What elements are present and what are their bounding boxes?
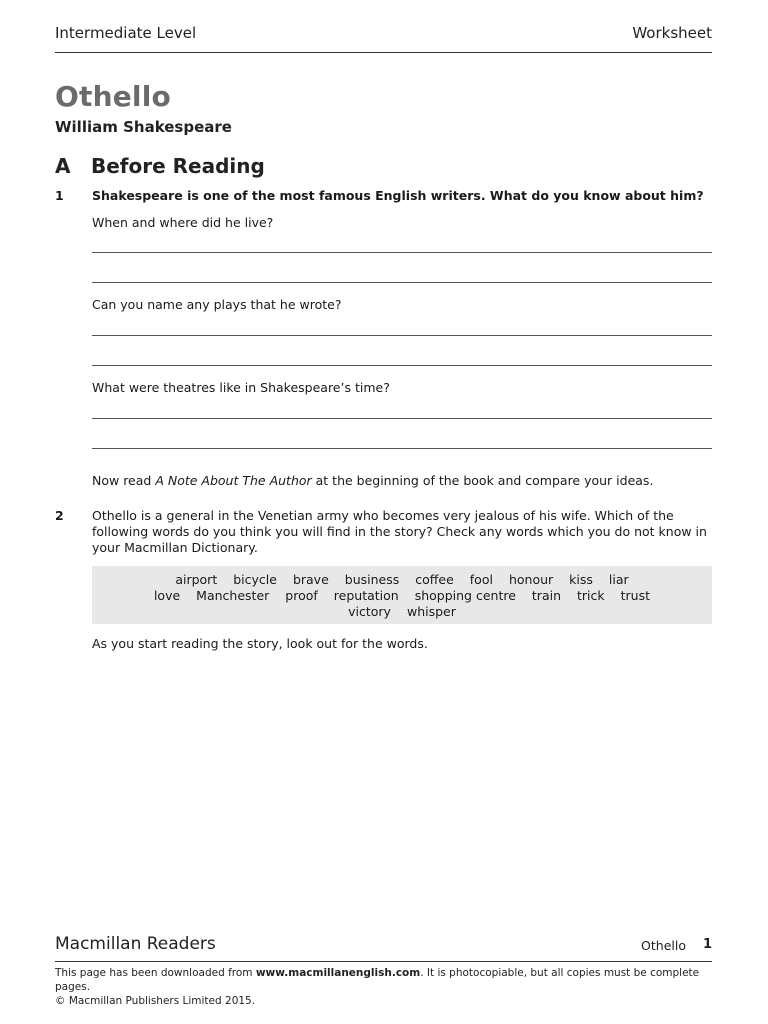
word: kiss [569, 572, 593, 587]
question-1-sub-3: What were theatres like in Shakespeare’s time? [92, 380, 390, 395]
look-out-instruction: As you start reading the story, look out for the words. [92, 636, 428, 651]
download-notice [55, 966, 715, 994]
answer-line[interactable] [92, 252, 712, 253]
word: airport [175, 572, 218, 587]
word: love [153, 588, 181, 603]
question-2-prompt [92, 508, 714, 556]
word: brave [292, 572, 329, 587]
now-read-instruction [92, 473, 714, 489]
answer-line[interactable] [92, 282, 712, 283]
question-1-prompt: Shakespeare is one of the most famous English writers. What do you know about him? [92, 188, 704, 203]
word: trick [577, 588, 605, 603]
question-2-prompt-line-2: following words do you think you will find in the story? Check any words which you do not know in [92, 524, 707, 539]
question-2-prompt-line-3: your Macmillan Dictionary. [92, 540, 258, 555]
word-row-2 [92, 588, 712, 603]
answer-line[interactable] [92, 365, 712, 366]
footer-note [55, 966, 715, 1008]
note-about-author-ref: A Note About The Author [155, 473, 312, 488]
answer-line[interactable] [92, 448, 712, 449]
worksheet-label: Worksheet [632, 24, 712, 42]
copyright-notice: © Macmillan Publishers Limited 2015. [55, 995, 256, 1007]
download-notice-after: . It is photocopiable, but all copies must be complete pages. [55, 967, 700, 993]
word: business [344, 572, 400, 587]
word: reputation [333, 588, 399, 603]
word: fool [469, 572, 493, 587]
now-read-after: at the beginning of the book and compare your ideas. [311, 473, 654, 488]
word: train [531, 588, 562, 603]
answer-line[interactable] [92, 418, 712, 419]
answer-line[interactable] [92, 335, 712, 336]
book-author: William Shakespeare [55, 118, 232, 136]
footer-brand: Macmillan Readers [55, 934, 216, 954]
word-box [92, 566, 712, 624]
word: coffee [415, 572, 454, 587]
page-header [55, 24, 712, 53]
macmillan-link[interactable]: www.macmillanenglish.com [255, 967, 421, 979]
question-1-number: 1 [55, 188, 64, 203]
word-row-1 [92, 572, 712, 587]
word: whisper [406, 604, 456, 619]
footer-divider [55, 961, 712, 962]
footer-book-title: Othello [641, 938, 686, 953]
word: liar [608, 572, 629, 587]
question-1-sub-1: When and where did he live? [92, 215, 274, 230]
section-name: Before Reading [91, 154, 265, 178]
word: shopping centre [414, 588, 516, 603]
word: Manchester [196, 588, 270, 603]
word: proof [285, 588, 318, 603]
download-notice-before: This page has been downloaded from [55, 967, 256, 979]
now-read-before: Now read [92, 473, 156, 488]
question-2-prompt-line-1: Othello is a general in the Venetian army who becomes very jealous of his wife. Which of the [92, 508, 674, 523]
word-row-3 [92, 604, 712, 619]
word: trust [620, 588, 651, 603]
word: honour [508, 572, 554, 587]
book-title: Othello [55, 80, 171, 113]
section-letter: A [55, 154, 71, 178]
question-1-sub-2: Can you name any plays that he wrote? [92, 297, 342, 312]
word: victory [348, 604, 391, 619]
word: bicycle [233, 572, 277, 587]
question-2-number: 2 [55, 508, 64, 523]
level-label: Intermediate Level [55, 24, 197, 42]
page-number: 1 [702, 937, 712, 952]
